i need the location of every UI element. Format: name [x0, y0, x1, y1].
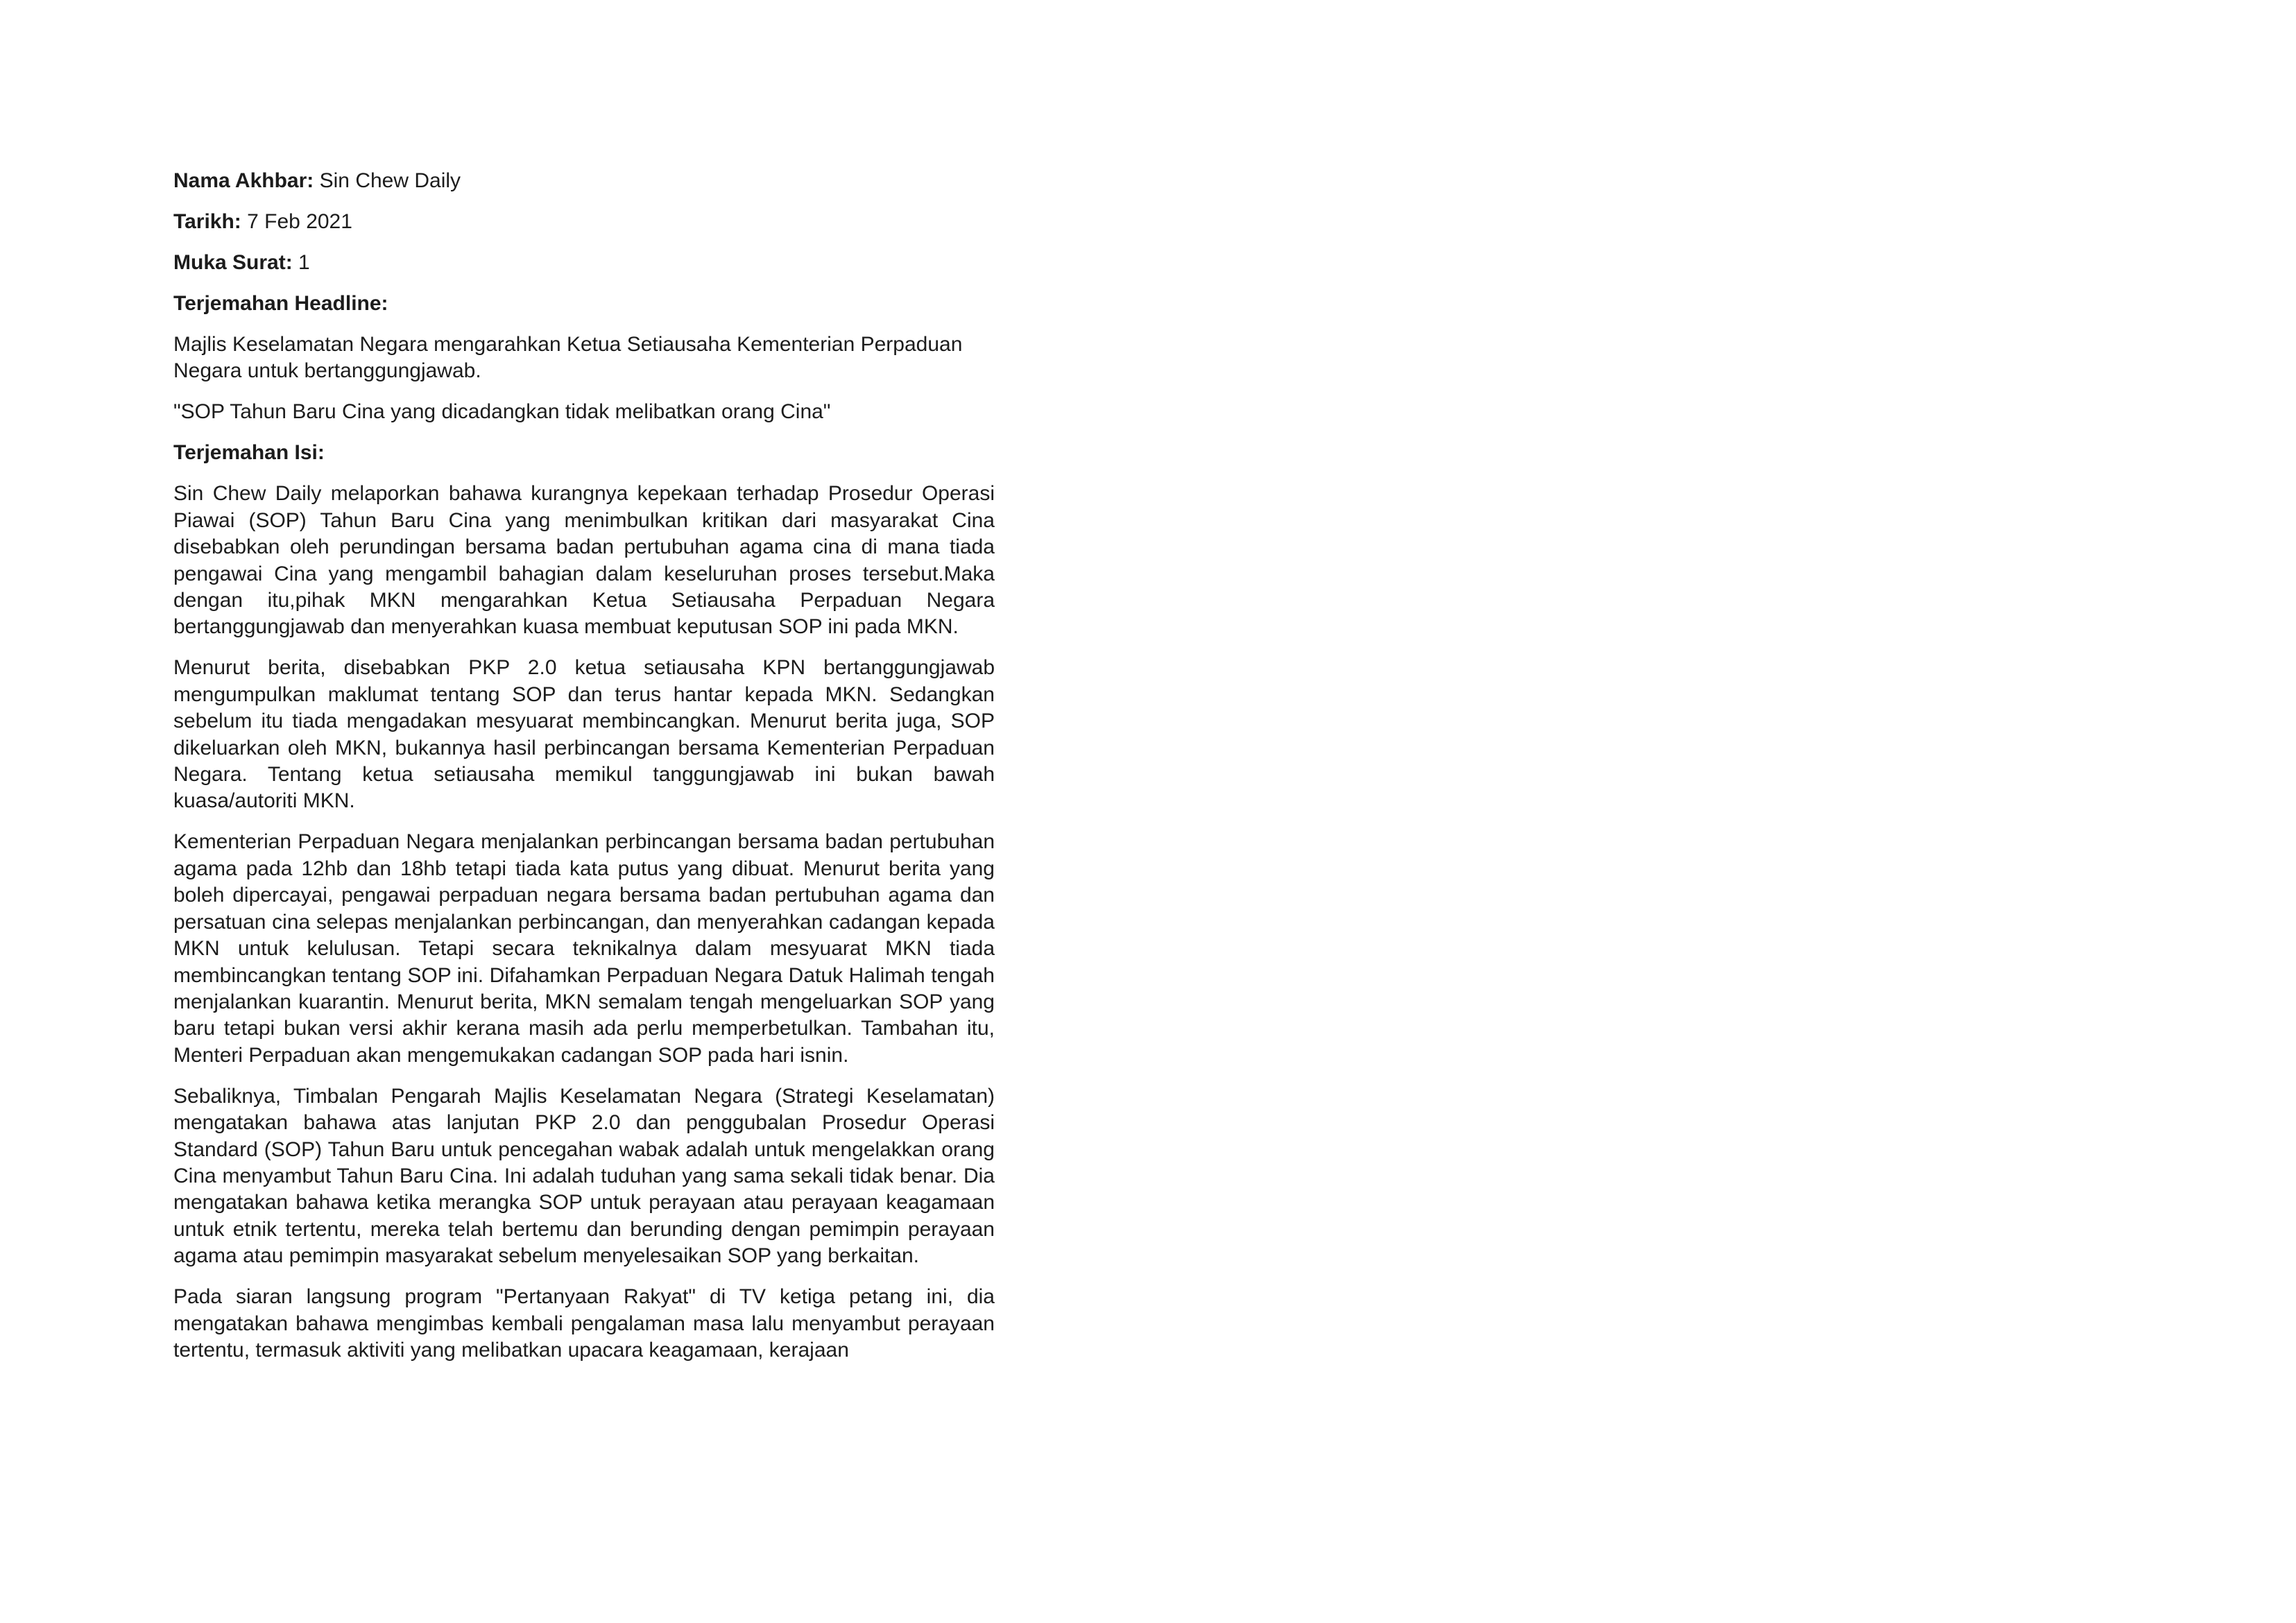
date-label: Tarikh:: [173, 210, 241, 233]
document-page: [173, 168, 995, 1378]
headline-line-2: "SOP Tahun Baru Cina yang dicadangkan tidak melibatkan orang Cina": [173, 400, 831, 424]
date-value: 7 Feb 2021: [247, 210, 352, 233]
content-paragraph-4: Sebaliknya, Timbalan Pengarah Majlis Keselamatan Negara (Strategi Keselamatan) mengatakan bahawa atas lanjutan PKP 2.0 dan penggubalan Prosedur Operasi Standard (SOP) Tahun Baru untuk pencegahan wabak adalah untuk mengelakkan orang Cina menyambut Tahun Baru Cina. Ini adalah tuduhan yang sama sekali tidak benar. Dia mengatakan bahawa ketika merangka SOP untuk perayaan atau perayaan keagamaan untuk etnik tertentu, mereka telah bertemu dan berunding dengan pemimpin perayaan agama atau pemimpin masyarakat sebelum menyelesaikan SOP yang berkaitan.: [173, 1084, 995, 1268]
headline-line-1: Majlis Keselamatan Negara mengarahkan Ketua Setiausaha Kementerian Perpaduan Negara untuk bertanggungjawab.: [173, 333, 963, 383]
newspaper-name-label: Nama Akhbar:: [173, 169, 314, 192]
content-paragraph-1: Sin Chew Daily melaporkan bahawa kurangnya kepekaan terhadap Prosedur Operasi Piawai (SOP) Tahun Baru Cina yang menimbulkan kritikan dari masyarakat Cina disebabkan oleh perundingan bersama badan pertubuhan agama cina di mana tiada pengawai Cina yang mengambil bahagian dalam keseluruhan proses tersebut.Maka dengan itu,pihak MKN mengarahkan Ketua Setiausaha Perpaduan Negara bertanggungjawab dan menyerahkan kuasa membuat keputusan SOP ini pada MKN.: [173, 482, 995, 639]
date-line: [173, 209, 995, 235]
content-paragraph-3: Kementerian Perpaduan Negara menjalankan perbincangan bersama badan pertubuhan agama pada 12hb dan 18hb tetapi tiada kata putus yang dibuat. Menurut berita yang boleh dipercayai, pengawai perpaduan negara bersama badan pertubuhan agama dan persatuan cina selepas menjalankan perbincangan, dan menyerahkan cadangan kepada MKN untuk kelulusan. Tetapi secara teknikalnya dalam mesyuarat MKN tiada membincangkan tentang SOP ini. Difahamkan Perpaduan Negara Datuk Halimah tengah menjalankan kuarantin. Menurut berita, MKN semalam tengah mengeluarkan SOP yang baru tetapi bukan versi akhir kerana masih ada perlu memperbetulkan. Tambahan itu, Menteri Perpaduan akan mengemukakan cadangan SOP pada hari isnin.: [173, 830, 995, 1067]
page-number-label: Muka Surat:: [173, 251, 293, 274]
content-paragraph-2: Menurut berita, disebabkan PKP 2.0 ketua setiausaha KPN bertanggungjawab mengumpulkan maklumat tentang SOP dan terus hantar kepada MKN. Sedangkan sebelum itu tiada mengadakan mesyuarat membincangkan. Menurut berita juga, SOP dikeluarkan oleh MKN, bukannya hasil perbincangan bersama Kementerian Perpaduan Negara. Tentang ketua setiausaha memikul tanggungjawab ini bukan bawah kuasa/autoriti MKN.: [173, 656, 995, 813]
newspaper-name-value: Sin Chew Daily: [319, 169, 461, 192]
headline-translation-heading: Terjemahan Headline:: [173, 292, 388, 315]
page-number-line: [173, 250, 995, 276]
newspaper-name-line: [173, 168, 995, 194]
page-number-value: 1: [298, 251, 310, 274]
content-paragraph-5: Pada siaran langsung program "Pertanyaan Rakyat" di TV ketiga petang ini, dia mengatakan bahawa mengimbas kembali pengalaman masa lalu menyambut perayaan tertentu, termasuk aktiviti yang melibatkan upacara keagamaan, kerajaan: [173, 1285, 995, 1362]
content-translation-heading: Terjemahan Isi:: [173, 441, 325, 465]
